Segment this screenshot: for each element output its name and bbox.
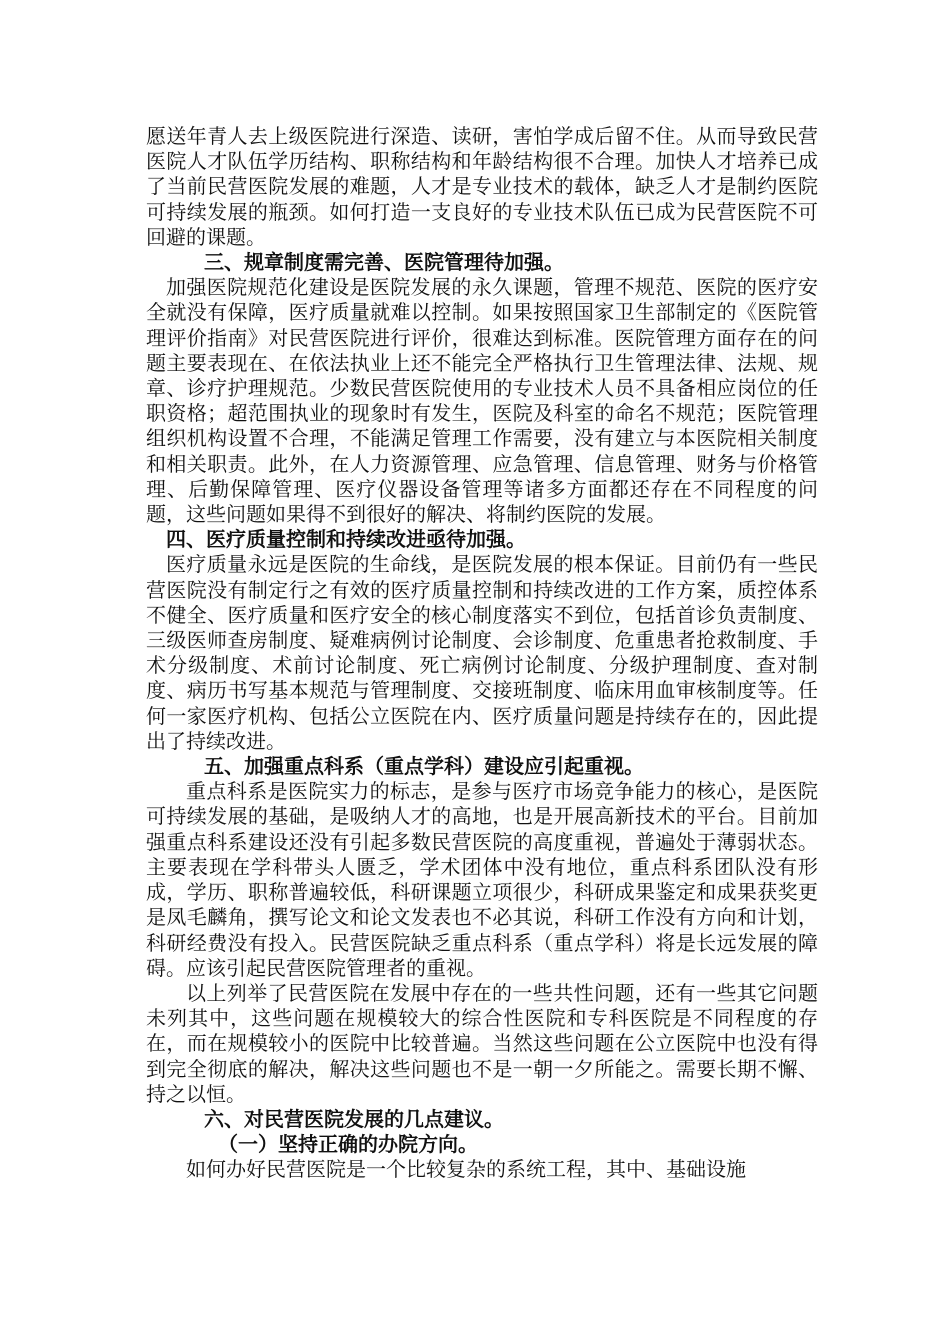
paragraph-direction: 如何办好民营医院是一个比较复杂的系统工程，其中、基础设施 <box>186 1157 746 1182</box>
heading-subsection-6-1: （一）坚持正确的办院方向。 <box>218 1132 478 1157</box>
heading-section-6: 六、对民营医院发展的几点建议。 <box>204 1106 504 1131</box>
paragraph-key-departments: 重点科系是医院实力的标志，是参与医疗市场竞争能力的核心，是医院可持续发展的基础，是吸纳人才的高地，也是开展高新技术的平台。目前加强重点科系建设还没有引起多数民营医院的高度重视，普遍处于薄弱状态。主要表现在学科带头人匮乏，学术团体中没有地位，重点科系团队没有形成，学历、职称普遍较低，科研课题立项很少，科研成果鉴定和成果获奖更是凤毛麟角，撰写论文和论文发表也不必其说，科研工作没有方向和计划，科研经费没有投入。民营医院缺乏重点科系（重点学科）将是长远发展的障碍。应该引起民营医院管理者的重视。 <box>146 779 818 980</box>
paragraph-summary: 以上列举了民营医院在发展中存在的一些共性问题，还有一些其它问题未列其中，这些问题在规模较大的综合性医院和专科医院是不同程度的存在，而在规模较小的医院中比较普遍。当然这些问题在公立医院中也没有得到完全彻底的解决，解决这些问题也不是一朝一夕所能之。需要长期不懈、持之以恒。 <box>146 980 818 1106</box>
paragraph-quality: 医疗质量永远是医院的生命线，是医院发展的根本保证。目前仍有一些民营医院没有制定行之有效的医疗质量控制和持续改进的工作方案，质控体系不健全、医疗质量和医疗安全的核心制度落实不到位，包括首诊负责制度、三级医师查房制度、疑难病例讨论制度、会诊制度、危重患者抢救制度、手术分级制度、术前讨论制度、死亡病例讨论制度、分级护理制度、查对制度、病历书写基本规范与管理制度、交接班制度、临床用血审核制度等。任何一家医疗机构、包括公立医院在内、医疗质量问题是持续存在的，因此提出了持续改进。 <box>146 552 818 753</box>
heading-section-3: 三、规章制度需完善、医院管理待加强。 <box>204 250 564 275</box>
paragraph-talent: 愿送年青人去上级医院进行深造、读研，害怕学成后留不住。从而导致民营医院人才队伍学历结构、职称结构和年龄结构很不合理。加快人才培养已成了当前民营医院发展的难题，人才是专业技术的载体，缺乏人才是制约医院可持续发展的瓶颈。如何打造一支良好的专业技术队伍已成为民营医院不可回避的课题。 <box>146 124 818 249</box>
heading-section-4: 四、医疗质量控制和持续改进亟待加强。 <box>166 527 526 552</box>
heading-section-5: 五、加强重点科系（重点学科）建设应引起重视。 <box>204 754 644 779</box>
document-page <box>146 124 818 1183</box>
paragraph-management: 加强医院规范化建设是医院发展的永久课题，管理不规范、医院的医疗安全就没有保障，医疗质量就难以控制。如果按照国家卫生部制定的《医院管理评价指南》对民营医院进行评价，很难达到标准。医院管理方面存在的问题主要表现在、在依法执业上还不能完全严格执行卫生管理法律、法规、规章、诊疗护理规范。少数民营医院使用的专业技术人员不具备相应岗位的任职资格；超范围执业的现象时有发生，医院及科室的命名不规范；医院管理组织机构设置不合理，不能满足管理工作需要，没有建立与本医院相关制度和相关职责。此外，在人力资源管理、应急管理、信息管理、财务与价格管理、后勤保障管理、医疗仪器设备管理等诸多方面都还存在不同程度的问题，这些问题如果得不到很好的解决、将制约医院的发展。 <box>146 275 818 527</box>
